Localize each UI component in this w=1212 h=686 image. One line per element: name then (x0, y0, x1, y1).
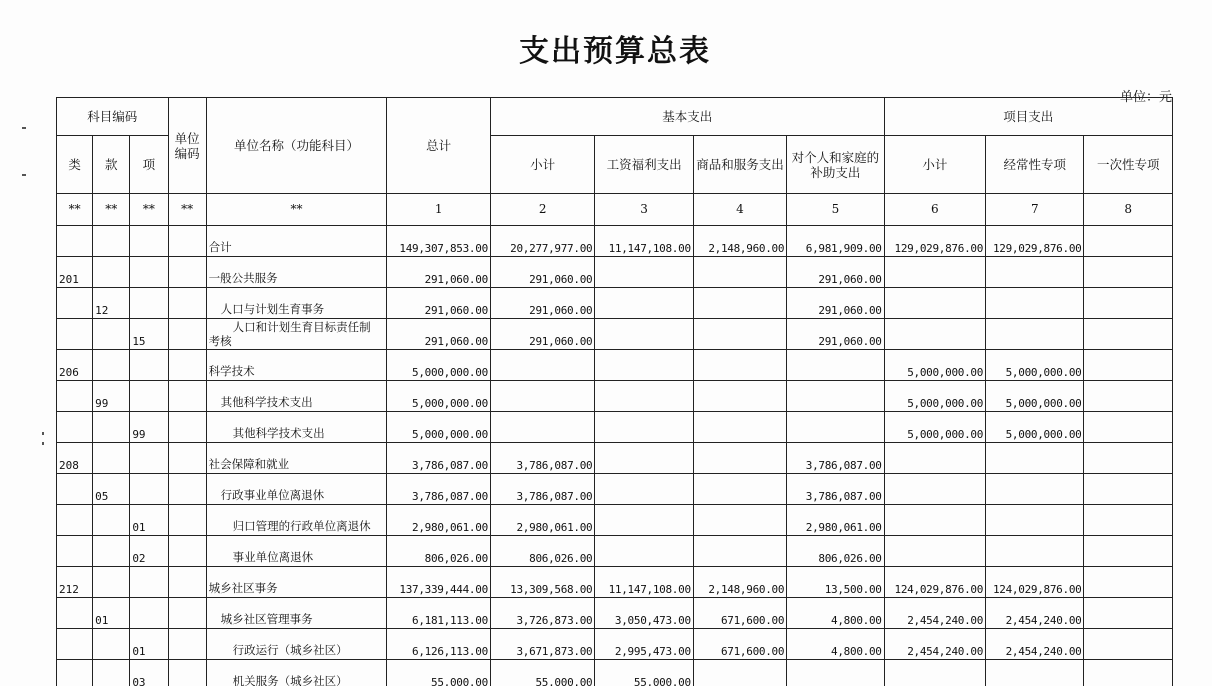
table-row (57, 412, 1173, 443)
amount-basic_sub (490, 412, 594, 443)
amount-personal (787, 350, 884, 381)
amount-proj_sub (884, 505, 985, 536)
code-unit (168, 288, 206, 319)
amount-goods (693, 474, 786, 505)
code-unit (168, 536, 206, 567)
table-row (57, 629, 1173, 660)
amount-wages (595, 443, 693, 474)
table-row (57, 288, 1173, 319)
code-kuan (93, 567, 130, 598)
amount-recurring (986, 660, 1084, 686)
amount-wages (595, 412, 693, 443)
amount-goods (693, 381, 786, 412)
amount-recurring (986, 443, 1084, 474)
code-kuan: 99 (93, 381, 130, 412)
amount-basic_sub: 3,786,087.00 (490, 474, 594, 505)
amount-onetime (1084, 629, 1173, 660)
code-xiang (130, 288, 168, 319)
index-cell: 2 (490, 194, 594, 226)
code-kuan (93, 660, 130, 686)
amount-goods: 2,148,960.00 (693, 567, 786, 598)
amount-wages: 11,147,108.00 (595, 567, 693, 598)
table-row (57, 319, 1173, 350)
code-kuan (93, 536, 130, 567)
amount-onetime (1084, 350, 1173, 381)
amount-wages (595, 381, 693, 412)
header-lei: 类 (57, 136, 93, 194)
amount-wages: 3,050,473.00 (595, 598, 693, 629)
index-cell: ** (130, 194, 168, 226)
header-xiang: 项 (130, 136, 168, 194)
amount-proj_sub (884, 288, 985, 319)
code-unit (168, 226, 206, 257)
header-onetime: 一次性专项 (1084, 136, 1173, 194)
amount-basic_sub: 291,060.00 (490, 319, 594, 350)
amount-recurring: 129,029,876.00 (986, 226, 1084, 257)
header-project-subtotal: 小计 (884, 136, 985, 194)
code-unit (168, 319, 206, 350)
row-name: 其他科学技术支出 (206, 381, 387, 412)
table-body (57, 226, 1173, 686)
amount-personal: 291,060.00 (787, 288, 884, 319)
table-row (57, 226, 1173, 257)
amount-onetime (1084, 226, 1173, 257)
row-name: 机关服务（城乡社区） (206, 660, 387, 686)
amount-total: 5,000,000.00 (387, 412, 490, 443)
header-recurring: 经常性专项 (986, 136, 1084, 194)
code-unit (168, 567, 206, 598)
table-row (57, 598, 1173, 629)
header-wages: 工资福利支出 (595, 136, 693, 194)
code-kuan (93, 412, 130, 443)
amount-recurring: 124,029,876.00 (986, 567, 1084, 598)
amount-onetime (1084, 257, 1173, 288)
code-kuan: 05 (93, 474, 130, 505)
amount-total: 137,339,444.00 (387, 567, 490, 598)
code-xiang (130, 350, 168, 381)
code-xiang: 15 (130, 319, 168, 350)
code-lei: 201 (57, 257, 93, 288)
index-cell: 5 (787, 194, 884, 226)
code-xiang: 01 (130, 505, 168, 536)
amount-total: 6,126,113.00 (387, 629, 490, 660)
amount-recurring: 2,454,240.00 (986, 598, 1084, 629)
amount-wages: 2,995,473.00 (595, 629, 693, 660)
table-row (57, 536, 1173, 567)
amount-basic_sub (490, 381, 594, 412)
index-cell: 7 (986, 194, 1084, 226)
row-name: 归口管理的行政单位离退休 (206, 505, 387, 536)
amount-personal: 291,060.00 (787, 257, 884, 288)
amount-basic_sub: 3,786,087.00 (490, 443, 594, 474)
amount-goods: 671,600.00 (693, 629, 786, 660)
row-name: 行政事业单位离退休 (206, 474, 387, 505)
amount-proj_sub: 124,029,876.00 (884, 567, 985, 598)
amount-basic_sub (490, 350, 594, 381)
amount-personal: 13,500.00 (787, 567, 884, 598)
code-lei (57, 536, 93, 567)
index-cell: 4 (693, 194, 786, 226)
header-subject-code: 科目编码 (57, 98, 169, 136)
scan-mark (22, 174, 26, 176)
amount-personal: 4,800.00 (787, 598, 884, 629)
amount-total: 291,060.00 (387, 257, 490, 288)
amount-onetime (1084, 660, 1173, 686)
amount-onetime (1084, 412, 1173, 443)
row-name: 科学技术 (206, 350, 387, 381)
header-project: 项目支出 (884, 98, 1172, 136)
amount-recurring: 5,000,000.00 (986, 350, 1084, 381)
header-kuan: 款 (93, 136, 130, 194)
scan-mark (22, 127, 26, 129)
amount-basic_sub: 3,726,873.00 (490, 598, 594, 629)
table-row (57, 443, 1173, 474)
code-xiang: 03 (130, 660, 168, 686)
amount-onetime (1084, 598, 1173, 629)
code-xiang (130, 381, 168, 412)
code-xiang: 99 (130, 412, 168, 443)
amount-basic_sub: 55,000.00 (490, 660, 594, 686)
index-cell: 8 (1084, 194, 1173, 226)
row-name: 一般公共服务 (206, 257, 387, 288)
amount-wages (595, 319, 693, 350)
row-name: 人口与计划生育事务 (206, 288, 387, 319)
amount-total: 5,000,000.00 (387, 381, 490, 412)
code-kuan: 01 (93, 598, 130, 629)
index-cell: 6 (884, 194, 985, 226)
row-name: 社会保障和就业 (206, 443, 387, 474)
amount-personal: 3,786,087.00 (787, 443, 884, 474)
header-goods: 商品和服务支出 (693, 136, 786, 194)
amount-wages (595, 536, 693, 567)
amount-wages (595, 505, 693, 536)
amount-recurring (986, 288, 1084, 319)
amount-recurring: 5,000,000.00 (986, 412, 1084, 443)
amount-basic_sub: 13,309,568.00 (490, 567, 594, 598)
code-lei: 208 (57, 443, 93, 474)
row-name: 城乡社区管理事务 (206, 598, 387, 629)
amount-proj_sub: 129,029,876.00 (884, 226, 985, 257)
code-unit (168, 381, 206, 412)
amount-total: 291,060.00 (387, 288, 490, 319)
row-name: 合计 (206, 226, 387, 257)
amount-personal: 3,786,087.00 (787, 474, 884, 505)
amount-recurring (986, 505, 1084, 536)
amount-onetime (1084, 381, 1173, 412)
code-unit (168, 598, 206, 629)
code-xiang: 01 (130, 629, 168, 660)
table-row (57, 660, 1173, 686)
amount-personal (787, 660, 884, 686)
index-cell: 3 (595, 194, 693, 226)
amount-personal: 4,800.00 (787, 629, 884, 660)
table-row (57, 567, 1173, 598)
amount-total: 2,980,061.00 (387, 505, 490, 536)
amount-total: 6,181,113.00 (387, 598, 490, 629)
amount-proj_sub: 2,454,240.00 (884, 629, 985, 660)
code-lei: 212 (57, 567, 93, 598)
scan-mark (42, 442, 44, 445)
amount-proj_sub: 5,000,000.00 (884, 381, 985, 412)
amount-onetime (1084, 536, 1173, 567)
amount-goods (693, 257, 786, 288)
amount-recurring: 5,000,000.00 (986, 381, 1084, 412)
amount-onetime (1084, 505, 1173, 536)
code-lei (57, 226, 93, 257)
row-name: 行政运行（城乡社区） (206, 629, 387, 660)
amount-goods (693, 505, 786, 536)
amount-basic_sub: 291,060.00 (490, 257, 594, 288)
code-lei (57, 660, 93, 686)
amount-proj_sub: 5,000,000.00 (884, 412, 985, 443)
header-basic: 基本支出 (490, 98, 884, 136)
amount-goods (693, 443, 786, 474)
row-name-line: 人口和计划生育目标责任制 (232, 320, 371, 334)
code-xiang (130, 226, 168, 257)
code-lei (57, 474, 93, 505)
amount-basic_sub: 3,671,873.00 (490, 629, 594, 660)
amount-onetime (1084, 567, 1173, 598)
amount-recurring: 2,454,240.00 (986, 629, 1084, 660)
amount-wages (595, 257, 693, 288)
row-name (206, 319, 387, 350)
amount-recurring (986, 474, 1084, 505)
unit-label: 单位：元 (1119, 90, 1172, 105)
index-cell: ** (206, 194, 387, 226)
amount-basic_sub: 20,277,977.00 (490, 226, 594, 257)
table-row (57, 257, 1173, 288)
index-cell: 1 (387, 194, 490, 226)
amount-personal (787, 381, 884, 412)
code-kuan (93, 505, 130, 536)
code-lei (57, 288, 93, 319)
code-lei (57, 598, 93, 629)
header-personal: 对个人和家庭的补助支出 (787, 136, 884, 194)
amount-total: 5,000,000.00 (387, 350, 490, 381)
code-kuan (93, 443, 130, 474)
amount-personal: 291,060.00 (787, 319, 884, 350)
table-row (57, 505, 1173, 536)
amount-wages (595, 288, 693, 319)
header-unit-name: 单位名称（功能科目） (206, 98, 387, 194)
amount-total: 149,307,853.00 (387, 226, 490, 257)
amount-total: 3,786,087.00 (387, 474, 490, 505)
code-xiang: 02 (130, 536, 168, 567)
code-unit (168, 474, 206, 505)
amount-wages (595, 474, 693, 505)
code-xiang (130, 598, 168, 629)
code-lei (57, 381, 93, 412)
code-unit (168, 443, 206, 474)
code-unit (168, 505, 206, 536)
amount-total: 291,060.00 (387, 319, 490, 350)
amount-goods (693, 288, 786, 319)
header-basic-subtotal: 小计 (490, 136, 594, 194)
amount-goods: 2,148,960.00 (693, 226, 786, 257)
amount-proj_sub (884, 660, 985, 686)
amount-total: 55,000.00 (387, 660, 490, 686)
code-unit (168, 660, 206, 686)
table-row (57, 381, 1173, 412)
index-row (57, 194, 1173, 226)
table-row (57, 474, 1173, 505)
amount-proj_sub: 5,000,000.00 (884, 350, 985, 381)
code-kuan (93, 257, 130, 288)
code-kuan (93, 629, 130, 660)
amount-proj_sub (884, 257, 985, 288)
code-xiang (130, 443, 168, 474)
code-xiang (130, 474, 168, 505)
index-cell: ** (93, 194, 130, 226)
amount-goods (693, 660, 786, 686)
amount-goods (693, 350, 786, 381)
budget-table (56, 97, 1173, 686)
amount-goods: 671,600.00 (693, 598, 786, 629)
amount-goods (693, 536, 786, 567)
amount-personal: 806,026.00 (787, 536, 884, 567)
table-row (57, 350, 1173, 381)
code-xiang (130, 567, 168, 598)
header-total: 总计 (387, 98, 490, 194)
row-name: 城乡社区事务 (206, 567, 387, 598)
code-lei (57, 319, 93, 350)
amount-total: 806,026.00 (387, 536, 490, 567)
code-kuan: 12 (93, 288, 130, 319)
amount-onetime (1084, 319, 1173, 350)
amount-proj_sub (884, 536, 985, 567)
row-name: 其他科学技术支出 (206, 412, 387, 443)
code-lei (57, 505, 93, 536)
code-lei (57, 412, 93, 443)
amount-basic_sub: 806,026.00 (490, 536, 594, 567)
amount-onetime (1084, 474, 1173, 505)
amount-basic_sub: 291,060.00 (490, 288, 594, 319)
amount-recurring (986, 319, 1084, 350)
amount-wages (595, 350, 693, 381)
amount-proj_sub: 2,454,240.00 (884, 598, 985, 629)
amount-goods (693, 412, 786, 443)
amount-proj_sub (884, 443, 985, 474)
page-title: 支出预算总表 (519, 34, 711, 69)
amount-total: 3,786,087.00 (387, 443, 490, 474)
scan-mark (42, 432, 44, 435)
code-unit (168, 350, 206, 381)
code-xiang (130, 257, 168, 288)
code-unit (168, 257, 206, 288)
index-cell: ** (57, 194, 93, 226)
code-lei: 206 (57, 350, 93, 381)
header-unit-code: 单位编码 (168, 98, 206, 194)
amount-recurring (986, 257, 1084, 288)
amount-onetime (1084, 443, 1173, 474)
amount-recurring (986, 536, 1084, 567)
amount-proj_sub (884, 319, 985, 350)
amount-personal: 2,980,061.00 (787, 505, 884, 536)
code-kuan (93, 226, 130, 257)
amount-personal: 6,981,909.00 (787, 226, 884, 257)
amount-goods (693, 319, 786, 350)
row-name: 事业单位离退休 (206, 536, 387, 567)
code-kuan (93, 350, 130, 381)
code-kuan (93, 319, 130, 350)
code-unit (168, 412, 206, 443)
amount-personal (787, 412, 884, 443)
code-unit (168, 629, 206, 660)
amount-wages: 11,147,108.00 (595, 226, 693, 257)
amount-onetime (1084, 288, 1173, 319)
index-cell: ** (168, 194, 206, 226)
code-lei (57, 629, 93, 660)
amount-proj_sub (884, 474, 985, 505)
amount-basic_sub: 2,980,061.00 (490, 505, 594, 536)
amount-wages: 55,000.00 (595, 660, 693, 686)
row-name-line: 考核 (208, 334, 232, 348)
